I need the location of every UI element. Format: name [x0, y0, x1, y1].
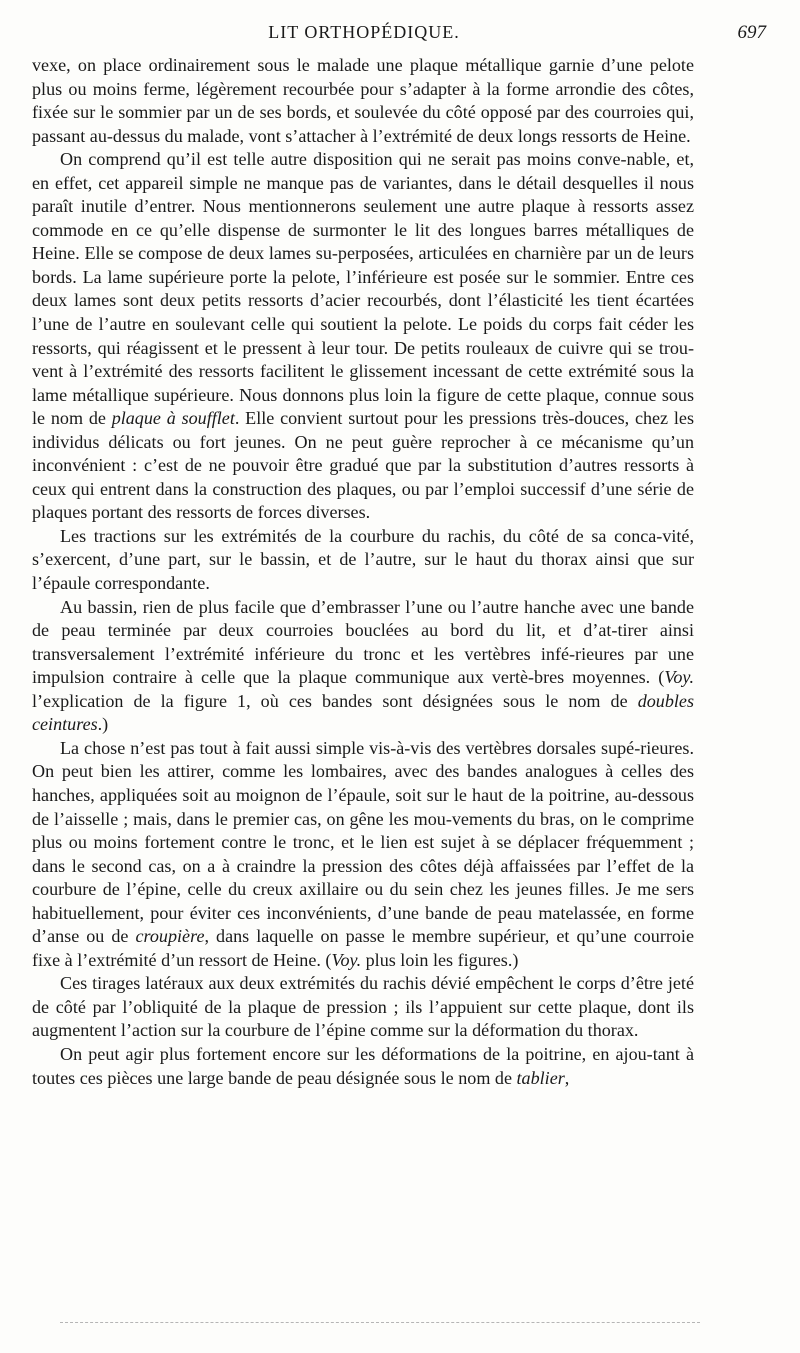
text-run: . Elle convient surtout pour les pressions très-douces, chez les individus délicats ou fort jeunes. On ne peut guère reprocher à ce mécanisme qu’un inconvénient : c’est de ne pouvoir être gradué que par la substitution d’autres ressorts à ceux qui entrent dans la construction des plaques, ou par l’emploi successif d’une série de plaques portant des ressorts de forces diverses. [32, 408, 694, 523]
italic-text: tablier [516, 1067, 565, 1088]
paragraph [32, 54, 694, 148]
italic-text: croupière [135, 926, 205, 947]
paragraph [32, 525, 694, 596]
italic-text: plaque à soufflet [111, 408, 235, 429]
italic-text: Voy. [664, 667, 694, 688]
paragraph [32, 1043, 694, 1090]
running-title: LIT ORTHOPÉDIQUE. [268, 22, 460, 42]
text-run: , dans laquelle on passe le membre supérieur, et qu’une courroie fixe à l’extrémité d’un ressort de Heine. ( [32, 926, 694, 970]
text-run: Au bassin, rien de plus facile que d’embrasser l’une ou l’autre hanche avec une bande de peau terminée par deux courroies bouclées au bord du lit, et d’at-tirer ainsi transversalement l’extrémité inférieure du tronc et les vertèbres infé-rieures par une impulsion contraire à celle que la plaque communique aux vertè-bres moyennes. ( [32, 596, 694, 688]
text-run: Ces tirages latéraux aux deux extrémités du rachis dévié empêchent le corps d’être jeté de côté par l’obliquité de la plaque de pression ; ils l’appuient sur cette plaque, dont ils augmentent l’action sur la courbure de l’épine comme sur la déformation du thorax. [32, 973, 694, 1041]
body-text [32, 54, 694, 1090]
text-run: .) [97, 714, 109, 735]
italic-text: Voy. [331, 949, 362, 970]
page-number: 697 [737, 22, 766, 43]
text-run: vexe, on place ordinairement sous le malade une plaque métallique garnie d’une pelote plus ou moins ferme, légèrement recourbée pour s’adapter à la forme arrondie des côtes, fixée sur le sommier par un de ses bords, et soulevée du côté opposé par des courroies qui, passant au-dessus du malade, vont s’attacher à l’extrémité de deux longs ressorts de Heine. [32, 55, 694, 146]
text-run: On peut agir plus fortement encore sur les déformations de la poitrine, en ajou-tant à toutes ces pièces une large bande de peau désignée sous le nom de [32, 1043, 694, 1088]
footer-rule [60, 1322, 700, 1323]
running-head [32, 22, 766, 52]
paragraph [32, 737, 694, 972]
paragraph [32, 148, 694, 525]
paragraph [32, 972, 694, 1043]
text-run: La chose n’est pas tout à fait aussi simple vis-à-vis des vertèbres dorsales supé-rieures. On peut bien les attirer, comme les lombaires, avec des bandes analogues à celles des hanches, appliquées soit au moignon de l’épaule, soit sur le haut de la poitrine, au-dessous de l’aisselle ; mais, dans le premier cas, on gêne les mou-vements du bras, on le comprime plus ou moins fortement contre le tronc, et le lien est sujet à se déplacer fréquemment ; dans le second cas, on a à craindre la pression des côtes déjà affaissées par l’effet de la courbure de l’épine, celle du creux axillaire ou du sein chez les jeunes filles. Je me sers habituellement, pour éviter ces inconvénients, d’une bande de peau matelassée, en forme d’anse ou de [32, 737, 694, 947]
text-run: On comprend qu’il est telle autre disposition qui ne serait pas moins conve-nable, et, en effet, cet appareil simple ne manque pas de variantes, dans le détail desquelles il nous paraît inutile d’entrer. Nous mentionnerons seulement une autre plaque à ressorts assez commode en ce qu’elle dispense de surmonter le lit des longues barres métalliques de Heine. Elle se compose de deux lames su-perposées, articulées en charnière par un de leurs bords. La lame supérieure porte la pelote, l’inférieure est posée sur le sommier. Entre ces deux lames sont deux petits ressorts d’acier recourbés, dont l’élasticité les tient écartées l’une de l’autre en soulevant celle qui soutient la pelote. Le poids du corps fait céder les ressorts, qui réagissent et le pressent à leur tour. De petits rouleaux de cuivre qui se trou-vent à l’extrémité des ressorts facilitent le glissement incessant de cette extrémité sous la lame métallique supérieure. Nous donnons plus loin la figure de cette plaque, connue sous le nom de [32, 149, 694, 429]
italic-text: doubles ceintures [32, 690, 694, 735]
text-run: , [564, 1067, 570, 1088]
text-run: plus loin les figures.) [361, 949, 519, 970]
paragraph [32, 596, 694, 737]
text-run: l’explication de la figure 1, où ces bandes sont désignées sous le nom de [32, 690, 638, 711]
text-run: Les tractions sur les extrémités de la courbure du rachis, du côté de sa conca-vité, s’exercent, d’une part, sur le bassin, et de l’autre, sur le haut du thorax ainsi que sur l’épaule correspondante. [32, 525, 694, 594]
